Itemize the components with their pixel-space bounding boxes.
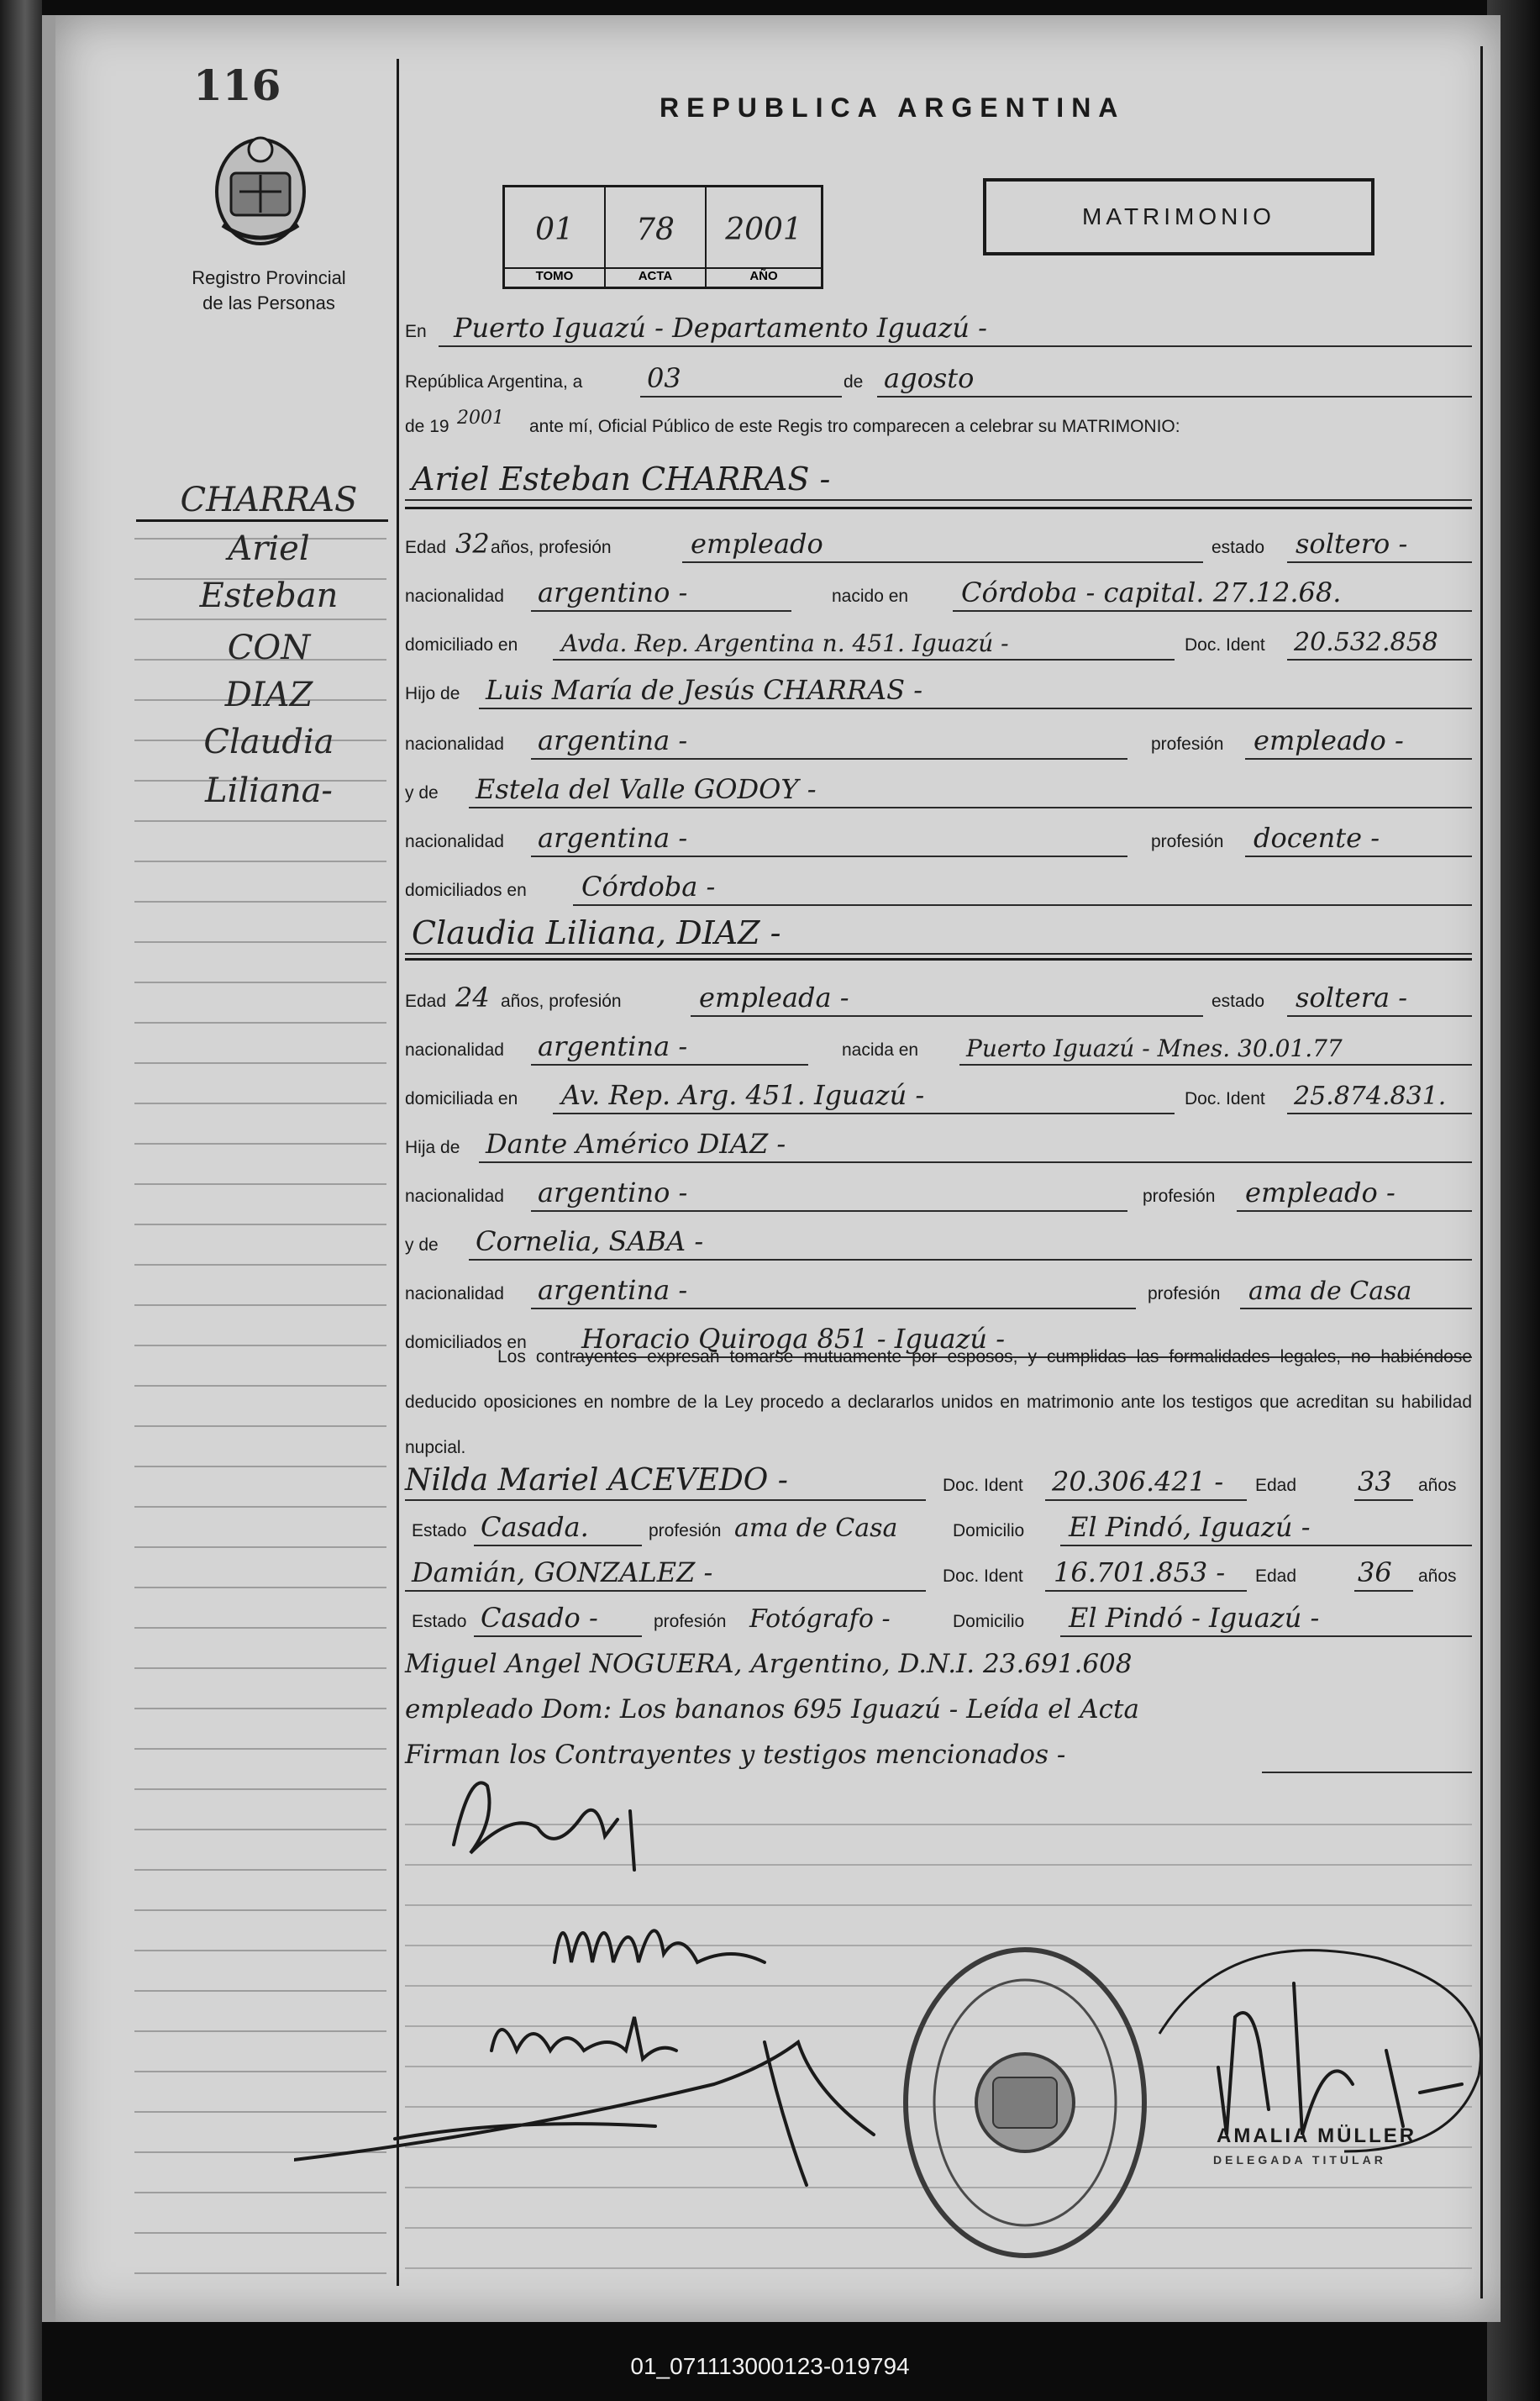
bride-madre-nac-line <box>531 1308 1136 1309</box>
coat-of-arms-icon <box>206 124 315 249</box>
groom-domiciliado-label: domiciliado en <box>405 635 518 655</box>
witness2-name: Damián, GONZALEZ - <box>412 1556 713 1588</box>
en-label: En <box>405 322 427 341</box>
ano-label: AÑO <box>707 267 821 283</box>
bride-nacionalidad-line <box>531 1064 808 1066</box>
bride-nacida: Puerto Iguazú - Mnes. 30.01.77 <box>966 1035 1343 1062</box>
witness2-estado-line <box>474 1635 642 1637</box>
groom-nacionalidad-line <box>531 610 791 612</box>
margin-divider-line <box>397 59 399 2286</box>
groom-separator <box>405 507 1472 509</box>
bride-hija-label: Hija de <box>405 1138 460 1157</box>
bride-nacionalidad-row <box>405 1025 1472 1067</box>
bride-padre: Dante Américo DIAZ - <box>486 1128 786 1160</box>
margin-rule-line <box>134 1708 386 1709</box>
margin-rule-line <box>134 1385 386 1387</box>
groom-name: Ariel Esteban CHARRAS - <box>412 461 831 498</box>
margin-rule-line <box>134 1103 386 1104</box>
row-date <box>405 357 1472 399</box>
witness2-anos-label: años <box>1418 1566 1457 1586</box>
margin-rule-line <box>134 1627 386 1629</box>
witness2-estado: Casado - <box>481 1602 598 1634</box>
groom-nacionalidad-row <box>405 571 1472 613</box>
bride-name-row <box>405 914 1472 956</box>
official-name: AMALIA MÜLLER <box>1217 2125 1417 2147</box>
note-line-3: Firman los Contrayentes y testigos mencionados - <box>405 1740 1066 1770</box>
country-title: REPUBLICA ARGENTINA <box>660 92 1126 123</box>
groom-padres-domicilio: Córdoba - <box>581 871 716 903</box>
witness2-estado-label: Estado <box>412 1612 467 1631</box>
witness1-name: Nilda Mariel ACEVEDO - <box>405 1463 788 1498</box>
witness1-row <box>405 1461 1472 1503</box>
groom-madre-row <box>405 768 1472 810</box>
margin-rule-line <box>134 1506 386 1508</box>
bride-domiciliada-label: domiciliada en <box>405 1089 518 1108</box>
groom-padre-nac: argentina - <box>538 724 688 756</box>
note-line-2: empleado Dom: Los bananos 695 Iguazú - Leída el Acta <box>405 1694 1139 1724</box>
witness2-domicilio-label: Domicilio <box>953 1612 1025 1631</box>
margin-rule-line <box>134 1345 386 1346</box>
bride-estado-label: estado <box>1212 992 1265 1011</box>
margin-rule-line <box>134 1224 386 1225</box>
witness1-profesion: ama de Casa <box>734 1514 898 1543</box>
signature-bride <box>538 1895 773 1988</box>
witness1-domicilio-label: Domicilio <box>953 1521 1025 1540</box>
bride-profesion-label: años, profesión <box>501 992 622 1011</box>
bride-madre: Cornelia, SABA - <box>476 1225 704 1257</box>
groom-edad-row <box>405 523 1472 565</box>
note-line-1: Miguel Angel NOGUERA, Argentino, D.N.I. 23.691.608 <box>405 1649 1133 1679</box>
bride-domicilio-row <box>405 1074 1472 1116</box>
groom-y-de-label: y de <box>405 783 439 803</box>
bride-padre-nac: argentino - <box>538 1177 688 1208</box>
bride-doc: 25.874.831. <box>1294 1082 1447 1111</box>
bride-padre-row <box>405 1123 1472 1165</box>
groom-padre-nac-label: nacionalidad <box>405 735 504 754</box>
month-value: agosto <box>884 362 975 394</box>
note-row-1 <box>405 1642 1472 1684</box>
body-rule-line <box>405 2267 1472 2269</box>
groom-padre-prof-line <box>1245 758 1472 760</box>
margin-name-1: Ariel <box>228 529 310 568</box>
bride-nacida-line <box>959 1064 1472 1066</box>
margin-name-underline <box>136 519 388 522</box>
margin-rule-line <box>134 1869 386 1871</box>
margin-rule-line <box>134 1264 386 1266</box>
row-place <box>405 307 1472 349</box>
margin-surname-groom: CHARRAS <box>180 481 358 519</box>
groom-madre-prof-line <box>1245 856 1472 857</box>
groom-padre: Luis María de Jesús CHARRAS - <box>486 674 922 706</box>
statement-text: ante mí, Oficial Público de este Regis tro comparecen a celebrar su MATRIMONIO: <box>529 417 1180 436</box>
witness1-edad: 33 <box>1358 1466 1392 1498</box>
bride-nacionalidad-label: nacionalidad <box>405 1040 504 1060</box>
bride-madre-prof-line <box>1240 1308 1472 1309</box>
groom-madre: Estela del Valle GODOY - <box>476 773 817 805</box>
bride-profesion: empleada - <box>699 982 849 1014</box>
bride-domicilio-line <box>553 1113 1175 1114</box>
bride-padre-line <box>479 1161 1472 1163</box>
bride-madre-nac: argentina - <box>538 1274 688 1306</box>
witness2-edad-line <box>1354 1590 1413 1592</box>
witness2-details-row <box>405 1597 1472 1639</box>
bride-name: Claudia Liliana, DIAZ - <box>412 914 781 951</box>
margin-rule-line <box>134 619 386 620</box>
registry-line-2: de las Personas <box>202 292 335 313</box>
margin-rule-line <box>134 1829 386 1830</box>
bride-doc-label: Doc. Ident <box>1185 1089 1265 1108</box>
bride-madre-nac-row <box>405 1269 1472 1311</box>
witness1-details-row <box>405 1506 1472 1548</box>
page-number: 116 <box>193 61 281 110</box>
groom-estado-label: estado <box>1212 538 1265 557</box>
signature-groom <box>437 1761 655 1887</box>
declaration-text: Los contrayentes expresan tomarse mutuamente por esposos, y cumplidas las formalidades legales, no habiéndose deducido oposiciones en nombre de la Ley procedo a declararlos unidos en matrimonio ante los testigos que acreditan su habilidad nupcial. <box>405 1347 1472 1457</box>
groom-name-row <box>405 461 1472 503</box>
bride-edad: 24 <box>455 982 490 1014</box>
registry-name <box>168 266 370 316</box>
witness1-domicilio-line <box>1060 1545 1472 1546</box>
witness1-doc-label: Doc. Ident <box>943 1476 1023 1495</box>
official-title: DELEGADA TITULAR <box>1213 2153 1386 2167</box>
bride-padre-nac-row <box>405 1172 1472 1214</box>
margin-rule-line <box>134 2272 386 2274</box>
witness1-profesion-label: profesión <box>649 1521 722 1540</box>
bride-padre-prof: empleado - <box>1245 1177 1395 1208</box>
bride-estado-line <box>1287 1015 1472 1017</box>
margin-rule-line <box>134 1909 386 1911</box>
margin-rule-line <box>134 901 386 903</box>
bride-domicilio: Av. Rep. Arg. 451. Iguazú - <box>561 1079 925 1111</box>
witness2-profesion: Fotógrafo - <box>749 1604 891 1634</box>
groom-madre-nac-label: nacionalidad <box>405 832 504 851</box>
witness1-doc-line <box>1045 1499 1247 1501</box>
groom-profesion: empleado <box>691 528 823 560</box>
witness1-edad-label: Edad <box>1255 1476 1297 1495</box>
groom-hijo-label: Hijo de <box>405 684 460 703</box>
groom-name-line <box>405 499 1472 501</box>
margin-rule-line <box>134 1022 386 1024</box>
margin-rule-line <box>134 982 386 983</box>
witness2-doc-label: Doc. Ident <box>943 1566 1023 1586</box>
bride-name-line <box>405 953 1472 955</box>
margin-rule-line <box>134 1062 386 1064</box>
groom-madre-prof: docente - <box>1254 822 1380 854</box>
groom-profesion-label: años, profesión <box>491 538 612 557</box>
republica-label: República Argentina, a <box>405 372 583 392</box>
witness2-edad: 36 <box>1358 1556 1392 1588</box>
acta-label: ACTA <box>606 267 705 283</box>
bride-edad-label: Edad <box>405 992 447 1011</box>
margin-rule-line <box>134 1425 386 1427</box>
row-statement <box>405 402 1472 444</box>
witness1-domicilio: El Pindó, Iguazú - <box>1069 1511 1311 1543</box>
witness1-estado-label: Estado <box>412 1521 467 1540</box>
ano-cell <box>707 187 823 287</box>
groom-doc-line <box>1287 659 1472 661</box>
book-binding-left <box>0 0 42 2401</box>
groom-profesion-line <box>682 561 1203 563</box>
bride-profesion-line <box>691 1015 1203 1017</box>
groom-padres-domicilio-line <box>573 904 1472 906</box>
signature-witness-2 <box>294 1992 899 2193</box>
witness2-profesion-label: profesión <box>654 1612 727 1631</box>
margin-name-4: Liliana- <box>205 771 333 810</box>
margin-surname-bride: DIAZ <box>224 676 313 714</box>
groom-domiciliados-label: domiciliados en <box>405 881 527 900</box>
bride-padre-nac-line <box>531 1210 1127 1212</box>
groom-madre-nac-row <box>405 817 1472 859</box>
bride-padre-prof-line <box>1237 1210 1472 1212</box>
margin-name-3: Claudia <box>203 723 334 761</box>
registry-seal-icon <box>899 1943 1151 2262</box>
tomo-cell <box>505 187 606 287</box>
groom-nacido-label: nacido en <box>832 587 909 606</box>
tomo-value: 01 <box>535 213 574 247</box>
ano-value: 2001 <box>725 213 802 247</box>
groom-estado: soltero - <box>1296 528 1408 560</box>
bride-padre-prof-label: profesión <box>1143 1187 1216 1206</box>
de-label: de <box>844 372 864 392</box>
year-prefix: de 19 <box>405 417 449 436</box>
bride-separator <box>405 958 1472 961</box>
groom-padre-nac-line <box>531 758 1127 760</box>
bride-padres-domicilio: Horacio Quiroga 851 - Iguazú - <box>581 1323 1006 1355</box>
bride-madre-line <box>469 1259 1472 1261</box>
witness2-edad-label: Edad <box>1255 1566 1297 1586</box>
groom-nacionalidad-label: nacionalidad <box>405 587 504 606</box>
witness1-edad-line <box>1354 1499 1413 1501</box>
groom-padre-prof: empleado - <box>1254 724 1404 756</box>
bride-edad-row <box>405 977 1472 1019</box>
tomo-label: TOMO <box>505 267 604 283</box>
groom-nacido: Córdoba - capital. 27.12.68. <box>961 577 1342 608</box>
witness1-doc: 20.306.421 - <box>1052 1466 1224 1498</box>
bride-doc-line <box>1287 1113 1472 1114</box>
witness1-estado-line <box>474 1545 642 1546</box>
margin-rule-line <box>134 1183 386 1185</box>
place-value: Puerto Iguazú - Departamento Iguazú - <box>454 312 987 344</box>
groom-madre-nac-line <box>531 856 1127 857</box>
margin-rule-line <box>134 1788 386 1790</box>
bride-y-de-label: y de <box>405 1235 439 1255</box>
margin-con: CON <box>227 629 311 667</box>
margin-rule-line <box>134 1950 386 1951</box>
groom-padre-prof-label: profesión <box>1151 735 1224 754</box>
witness2-row <box>405 1551 1472 1593</box>
margin-rule-line <box>134 1667 386 1669</box>
day-value: 03 <box>647 362 681 394</box>
bride-madre-nac-label: nacionalidad <box>405 1284 504 1303</box>
groom-edad: 32 <box>455 528 490 560</box>
note-row-2 <box>405 1688 1472 1730</box>
registry-line-1: Registro Provincial <box>192 267 346 288</box>
margin-rule-line <box>134 941 386 943</box>
bride-padre-nac-label: nacionalidad <box>405 1187 504 1206</box>
bride-estado: soltera - <box>1296 982 1408 1014</box>
margin-rule-line <box>134 1304 386 1306</box>
place-line <box>439 345 1472 347</box>
margin-rule-line <box>134 1587 386 1588</box>
year-handwritten: 2001 <box>457 408 504 429</box>
witness1-name-line <box>405 1499 926 1501</box>
groom-domicilio-row <box>405 620 1472 662</box>
groom-doc-label: Doc. Ident <box>1185 635 1265 655</box>
note-line-3-underline <box>1262 1772 1472 1773</box>
margin-name-2: Esteban <box>199 577 339 615</box>
witness2-domicilio-line <box>1060 1635 1472 1637</box>
groom-nacionalidad: argentino - <box>538 577 688 608</box>
margin-rule-line <box>134 1546 386 1548</box>
margin-rule-line <box>134 820 386 822</box>
groom-padres-domicilio-row <box>405 866 1472 908</box>
witness2-doc-line <box>1045 1590 1247 1592</box>
acta-cell <box>606 187 707 287</box>
witness2-domicilio: El Pindó - Iguazú - <box>1069 1602 1320 1634</box>
margin-rule-line <box>134 1748 386 1750</box>
groom-madre-prof-label: profesión <box>1151 832 1224 851</box>
bride-madre-row <box>405 1220 1472 1262</box>
groom-madre-line <box>469 807 1472 808</box>
month-line <box>877 396 1472 398</box>
groom-padre-line <box>479 708 1472 709</box>
groom-doc: 20.532.858 <box>1294 628 1438 657</box>
groom-nacido-line <box>953 610 1472 612</box>
margin-rule-line <box>134 1143 386 1145</box>
bride-nacionalidad: argentina - <box>538 1030 688 1062</box>
margin-rule-line <box>134 2232 386 2234</box>
witness2-name-line <box>405 1590 926 1592</box>
record-type-box: MATRIMONIO <box>983 178 1374 255</box>
record-number-box <box>502 185 823 289</box>
groom-padre-nac-row <box>405 719 1472 761</box>
groom-madre-nac: argentina - <box>538 822 688 854</box>
day-line <box>640 396 842 398</box>
groom-padre-row <box>405 669 1472 711</box>
bride-domiciliados-label: domiciliados en <box>405 1333 527 1352</box>
groom-domicilio-line <box>553 659 1175 661</box>
bride-madre-prof-label: profesión <box>1148 1284 1221 1303</box>
witness2-doc: 16.701.853 - <box>1054 1556 1226 1588</box>
witness1-estado: Casada. <box>481 1511 589 1543</box>
bride-nacida-label: nacida en <box>842 1040 919 1060</box>
bride-madre-prof: ama de Casa <box>1248 1277 1412 1306</box>
margin-rule-line <box>134 861 386 862</box>
margin-rule-line <box>134 1466 386 1467</box>
acta-value: 78 <box>636 213 675 247</box>
scan-reference-code: 01_071113000123-019794 <box>630 2353 910 2379</box>
groom-estado-line <box>1287 561 1472 563</box>
witness1-anos-label: años <box>1418 1476 1457 1495</box>
groom-edad-label: Edad <box>405 538 447 557</box>
groom-domicilio: Avda. Rep. Argentina n. 451. Iguazú - <box>561 629 1009 657</box>
